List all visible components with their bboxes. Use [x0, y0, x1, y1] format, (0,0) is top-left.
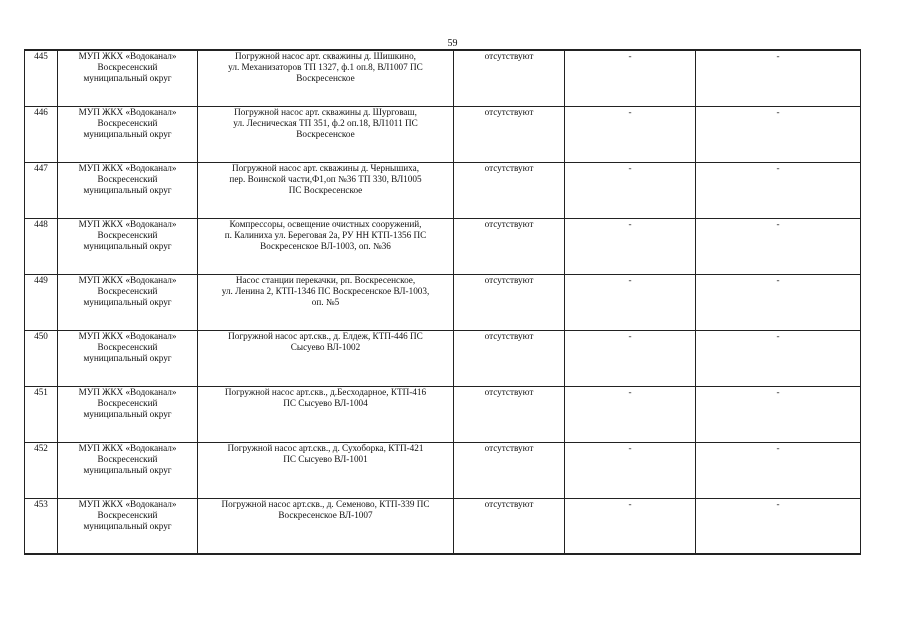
object-cell [198, 162, 454, 218]
table-row [25, 330, 861, 386]
object-cell [198, 498, 454, 554]
object-line: Воскресенское [296, 73, 355, 83]
organization-cell [58, 498, 198, 554]
object-line: пер. Воинской части,Ф1,оп №36 ТП 330, ВЛ1005 [229, 173, 422, 184]
status-cell: отсутствуют [454, 442, 565, 498]
table-row [25, 498, 861, 554]
column-6-cell: - [696, 50, 861, 106]
status-cell: отсутствуют [454, 498, 565, 554]
object-line: Воскресенское ВЛ-1003, оп. №36 [260, 240, 391, 251]
status-cell: отсутствуют [454, 162, 565, 218]
organization-line: Воскресенский [97, 229, 158, 240]
organization-line: муниципальный округ [83, 296, 172, 307]
table-row [25, 218, 861, 274]
status-cell: отсутствуют [454, 218, 565, 274]
status-cell: отсутствуют [454, 386, 565, 442]
organization-line: МУП ЖКХ «Водоканал» [78, 386, 177, 397]
row-number-cell: 453 [25, 498, 58, 554]
organization-line: Воскресенский [97, 173, 158, 184]
table-row [25, 50, 861, 106]
organization-line: МУП ЖКХ «Водоканал» [78, 330, 177, 341]
status-cell: отсутствуют [454, 50, 565, 106]
organization-line: Воскресенский [97, 117, 158, 128]
column-6-cell: - [696, 218, 861, 274]
column-6-cell: - [696, 330, 861, 386]
status-cell: отсутствуют [454, 274, 565, 330]
organization-line: муниципальный округ [83, 184, 172, 195]
organization-line: Воскресенский [97, 397, 158, 408]
organization-line: муниципальный округ [83, 408, 172, 419]
organization-line: Воскресенский [97, 341, 158, 352]
table-row [25, 274, 861, 330]
object-line: Погружной насос арт. скважины д. Шурговаш, [234, 106, 417, 117]
column-5-cell: - [565, 162, 696, 218]
organization-line: Воскресенский [97, 453, 158, 464]
organization-line: МУП ЖКХ «Водоканал» [78, 162, 177, 173]
object-line: ПС Воскресенское [288, 184, 363, 195]
object-line: Погружной насос арт. скважины д. Чернышиха, [231, 162, 420, 173]
organization-line: МУП ЖКХ «Водоканал» [78, 498, 177, 509]
object-line: Погружной насос арт.скв., д. Сухоборка, КТП-421 [227, 442, 424, 453]
row-number-cell: 445 [25, 50, 58, 106]
object-cell [198, 330, 454, 386]
column-6-cell: - [696, 498, 861, 554]
organization-cell [58, 442, 198, 498]
page-number: 59 [447, 38, 458, 49]
table-row [25, 162, 861, 218]
column-5-cell: - [565, 50, 696, 106]
column-5-cell: - [565, 274, 696, 330]
status-cell: отсутствуют [454, 106, 565, 162]
column-5-cell: - [565, 330, 696, 386]
organization-line: МУП ЖКХ «Водоканал» [78, 51, 177, 61]
organization-cell [58, 162, 198, 218]
organization-line: муниципальный округ [83, 128, 172, 139]
organization-line: муниципальный округ [83, 352, 172, 363]
object-cell [198, 442, 454, 498]
object-cell [198, 386, 454, 442]
object-cell [198, 50, 454, 106]
column-6-cell: - [696, 106, 861, 162]
object-line: ПС Сысуево ВЛ-1001 [283, 453, 368, 464]
object-line: Погружной насос арт.скв., д.Бесходарное, КТП-416 [224, 386, 427, 397]
column-6-cell: - [696, 162, 861, 218]
row-number-cell: 452 [25, 442, 58, 498]
organization-line: муниципальный округ [83, 464, 172, 475]
object-line: ул. Лесническая ТП 351, ф.2 оп.18, ВЛ1011 ПС [233, 117, 418, 128]
organization-line: муниципальный округ [83, 240, 172, 251]
organization-line: МУП ЖКХ «Водоканал» [78, 442, 177, 453]
organization-cell [58, 218, 198, 274]
object-line: оп. №5 [311, 296, 340, 307]
data-table [24, 49, 861, 555]
organization-cell [58, 50, 198, 106]
column-5-cell: - [565, 106, 696, 162]
table-row [25, 442, 861, 498]
row-number-cell: 446 [25, 106, 58, 162]
object-line: Воскресенское ВЛ-1007 [278, 509, 373, 520]
object-line: Компрессоры, освещение очистных сооружений, [229, 218, 422, 229]
object-line: ПС Сысуево ВЛ-1004 [283, 397, 368, 408]
object-line: Сысуево ВЛ-1002 [290, 341, 361, 352]
column-5-cell: - [565, 442, 696, 498]
object-line: Погружной насос арт.скв., д. Семеново, КТП-339 ПС [221, 498, 430, 509]
object-line: Насос станции перекачки, рп. Воскресенское, [235, 274, 416, 285]
column-6-cell: - [696, 274, 861, 330]
organization-line: Воскресенский [97, 285, 158, 296]
object-line: п. Калиниха ул. Береговая 2а, РУ НН КТП-1356 ПС [224, 229, 427, 240]
table-row [25, 106, 861, 162]
object-line: ул. Ленина 2, КТП-1346 ПС Воскресенское ВЛ-1003, [221, 285, 430, 296]
object-line: Воскресенское [296, 128, 355, 139]
row-number-cell: 447 [25, 162, 58, 218]
column-6-cell: - [696, 442, 861, 498]
column-5-cell: - [565, 386, 696, 442]
organization-cell [58, 330, 198, 386]
column-5-cell: - [565, 218, 696, 274]
organization-line: Воскресенский [97, 62, 158, 72]
organization-line: муниципальный округ [83, 73, 172, 83]
table-row [25, 386, 861, 442]
organization-line: МУП ЖКХ «Водоканал» [78, 218, 177, 229]
object-line: Погружной насос арт.скв., д. Елдеж, КТП-446 ПС [228, 330, 423, 341]
organization-cell [58, 274, 198, 330]
row-number-cell: 451 [25, 386, 58, 442]
object-cell [198, 274, 454, 330]
column-5-cell: - [565, 498, 696, 554]
object-cell [198, 106, 454, 162]
row-number-cell: 448 [25, 218, 58, 274]
object-line: Погружной насос арт. скважины д. Шишкино, [235, 51, 416, 61]
organization-line: МУП ЖКХ «Водоканал» [78, 274, 177, 285]
status-cell: отсутствуют [454, 330, 565, 386]
organization-cell [58, 106, 198, 162]
object-line: ул. Механизаторов ТП 1327, ф.1 оп.8, ВЛ1007 ПС [228, 62, 423, 72]
organization-line: МУП ЖКХ «Водоканал» [78, 106, 177, 117]
organization-cell [58, 386, 198, 442]
table-body [25, 50, 861, 554]
row-number-cell: 449 [25, 274, 58, 330]
row-number-cell: 450 [25, 330, 58, 386]
object-cell [198, 218, 454, 274]
column-6-cell: - [696, 386, 861, 442]
organization-line: Воскресенский [97, 509, 158, 520]
organization-line: муниципальный округ [83, 520, 172, 531]
